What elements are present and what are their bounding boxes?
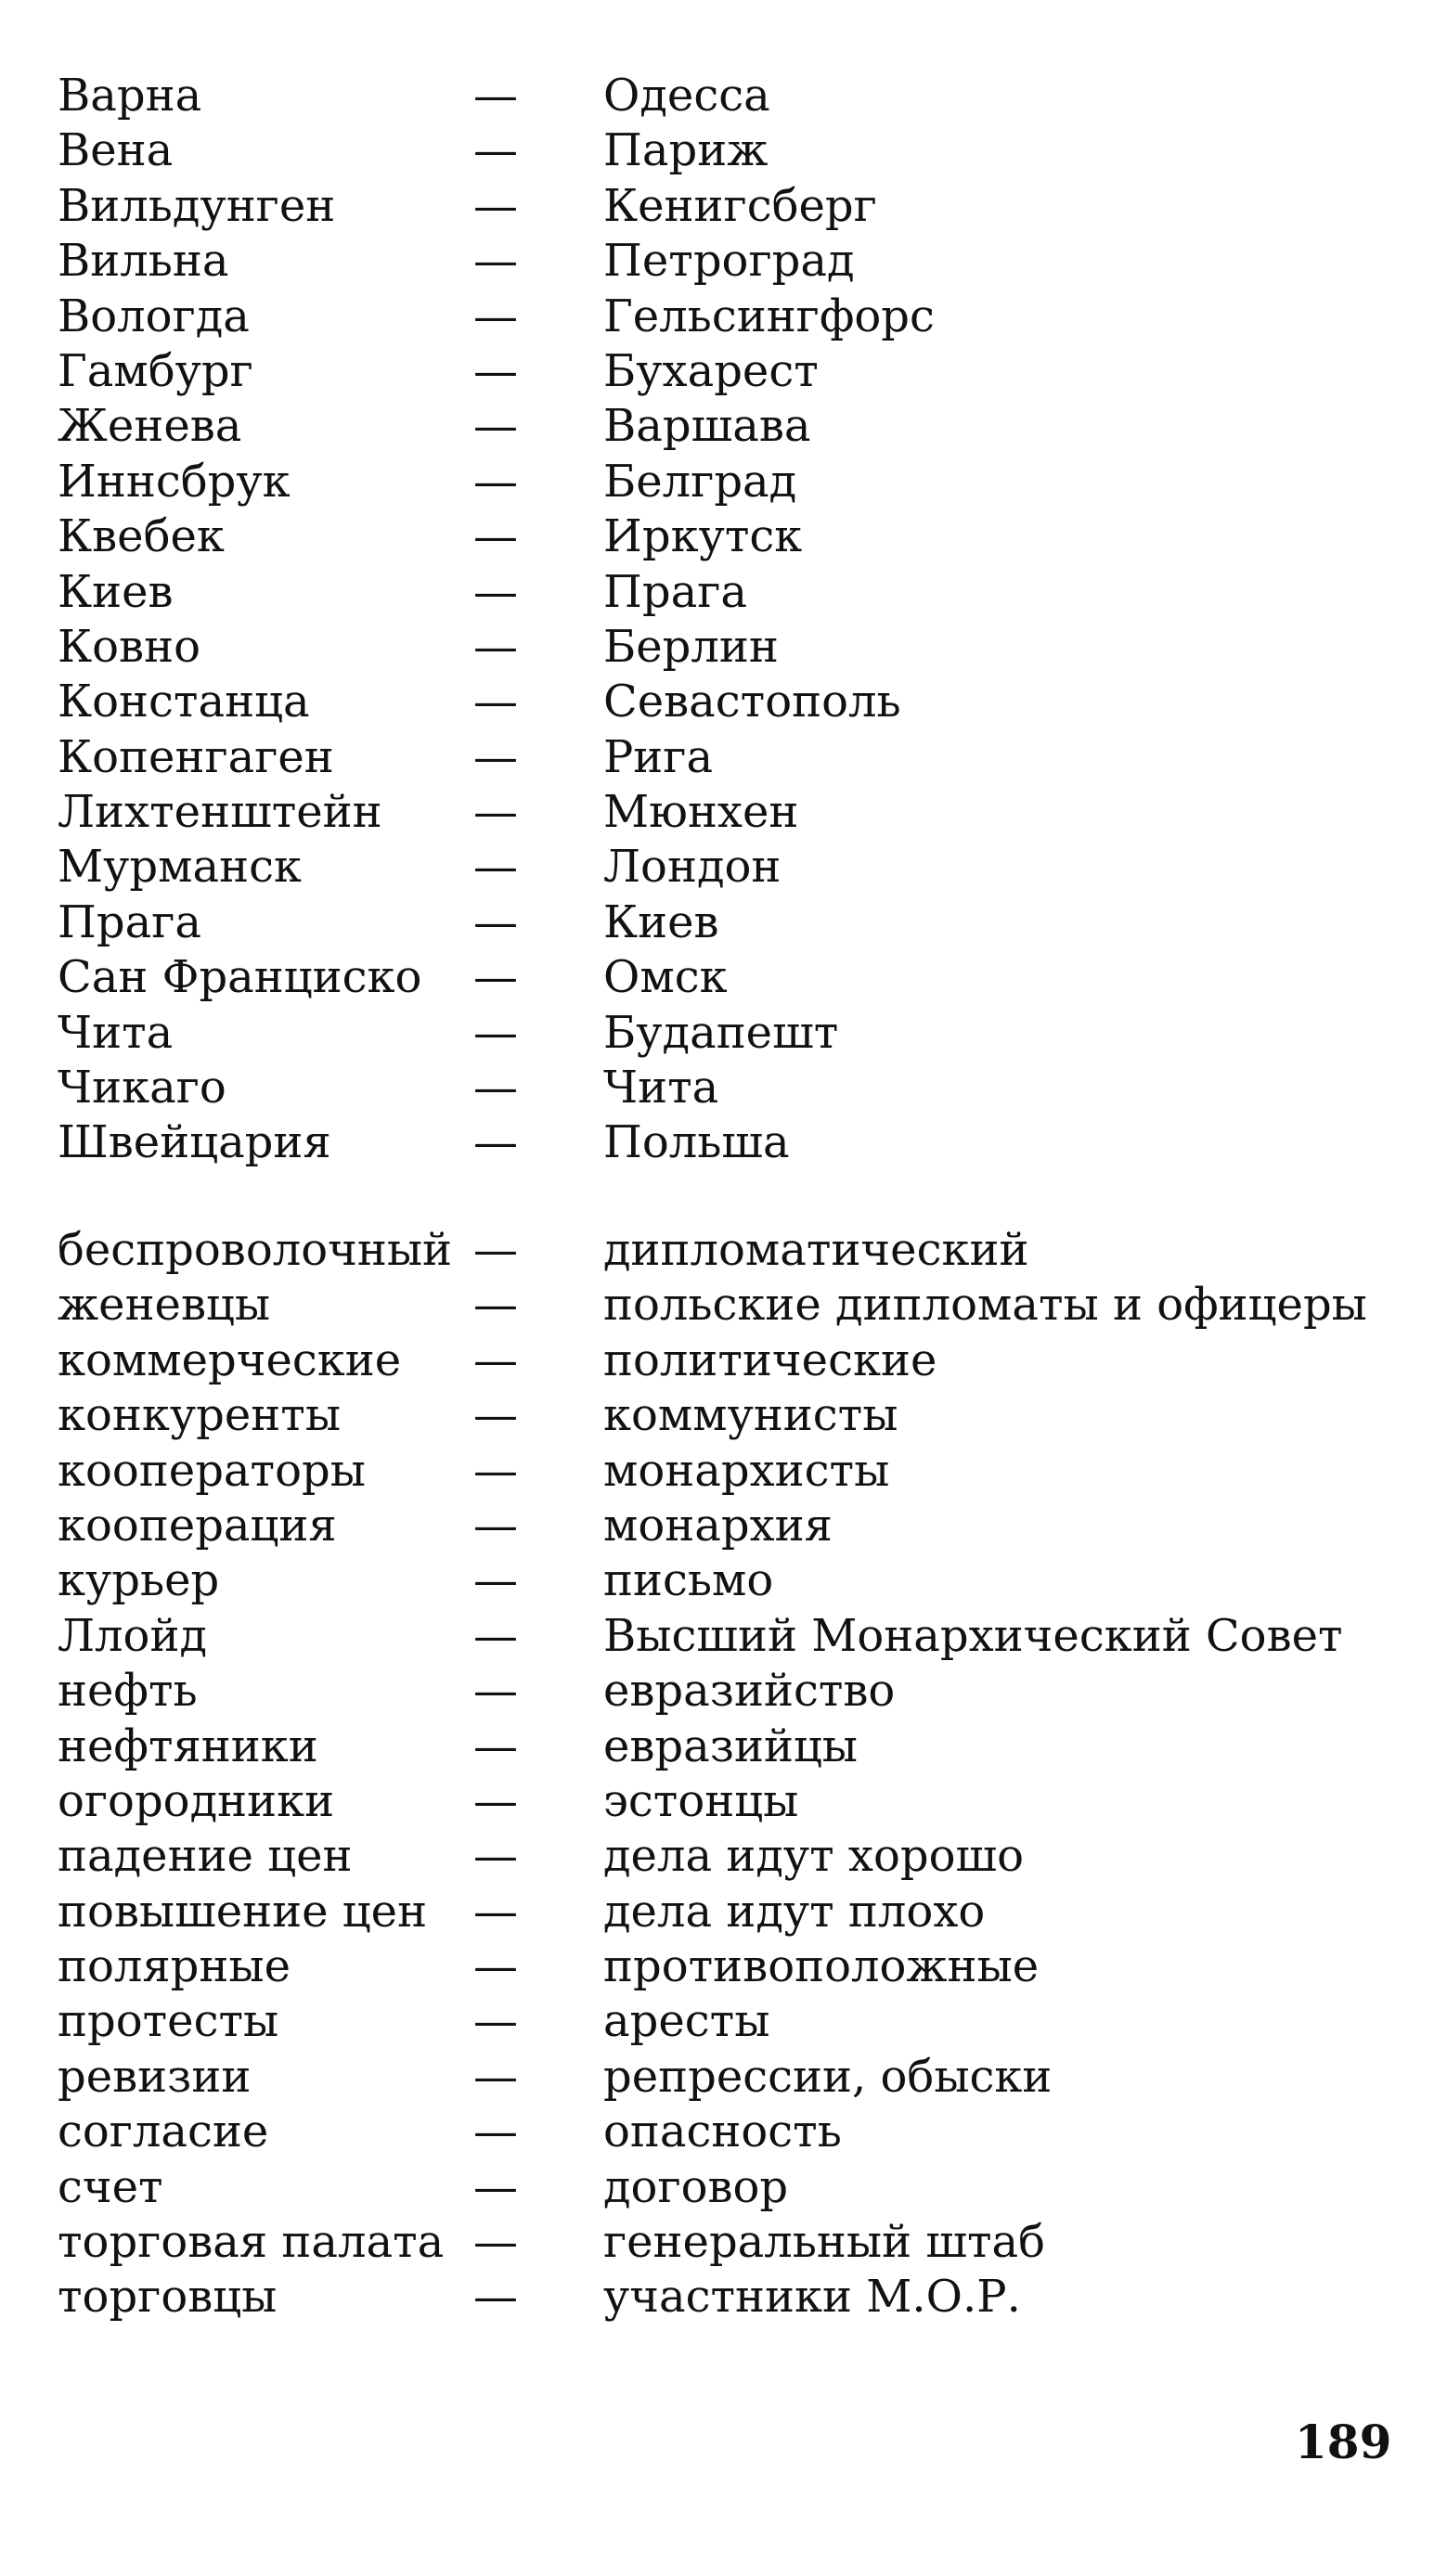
glossary-term: Вена [58, 124, 174, 177]
glossary-dash: — [473, 2050, 518, 2103]
glossary-row [58, 2160, 1394, 2215]
glossary-dash: — [473, 1499, 518, 1552]
glossary-row [58, 1006, 1394, 1061]
glossary-dash: — [473, 1774, 518, 1827]
glossary-term: счет [58, 2160, 163, 2213]
glossary-dash: — [473, 951, 518, 1004]
glossary-meaning: Берлин [603, 620, 779, 673]
glossary-dash: — [473, 1062, 518, 1114]
glossary-row [58, 1829, 1394, 1884]
glossary-dash: — [473, 565, 518, 618]
glossary-meaning: эстонцы [603, 1774, 799, 1827]
glossary-term: Гамбург [58, 344, 253, 397]
glossary-meaning: польские дипломаты и офицеры [603, 1279, 1367, 1332]
glossary-row [58, 123, 1394, 178]
glossary-row [58, 2105, 1394, 2159]
glossary-term: Вильдунген [58, 179, 336, 232]
glossary-term: конкуренты [58, 1389, 342, 1442]
glossary-dash: — [473, 2160, 518, 2213]
glossary-meaning: письмо [603, 1554, 774, 1607]
glossary-meaning: участники М.О.Р. [603, 2271, 1021, 2324]
glossary-meaning: евразийцы [603, 1719, 859, 1772]
glossary-term: Лихтенштейн [58, 786, 382, 839]
glossary-meaning: Севастополь [603, 676, 901, 728]
glossary-dash: — [473, 2106, 518, 2158]
glossary-meaning: договор [603, 2160, 789, 2213]
glossary-dash: — [473, 2271, 518, 2324]
glossary-row [58, 290, 1394, 344]
glossary-dash: — [473, 1719, 518, 1772]
glossary-meaning: Варшава [603, 400, 811, 453]
glossary-meaning: Белград [603, 455, 797, 508]
glossary-term: огородники [58, 1774, 335, 1827]
glossary-dash: — [473, 1885, 518, 1938]
glossary-meaning: аресты [603, 1995, 770, 2048]
glossary-row [58, 179, 1394, 234]
glossary-row [58, 1885, 1394, 1939]
glossary-meaning: политические [603, 1333, 937, 1386]
glossary-dash: — [473, 786, 518, 839]
glossary-meaning: Киев [603, 895, 719, 948]
glossary-row [58, 1553, 1394, 1608]
glossary-row [58, 565, 1394, 620]
glossary-term: кооперация [58, 1499, 337, 1552]
glossary-term: Вологда [58, 290, 250, 342]
glossary-term: нефтяники [58, 1719, 318, 1772]
glossary-meaning: Польша [603, 1116, 790, 1169]
glossary-row [58, 1444, 1394, 1499]
glossary-places [58, 69, 1394, 1171]
glossary-meaning: монархия [603, 1499, 833, 1552]
glossary-term: Иннсбрук [58, 455, 291, 508]
glossary-row [58, 1499, 1394, 1553]
glossary-term: кооператоры [58, 1444, 366, 1497]
glossary-dash: — [473, 510, 518, 563]
glossary-term: Копенгаген [58, 730, 334, 783]
glossary-dash: — [473, 895, 518, 948]
glossary-dash: — [473, 1333, 518, 1386]
glossary-meaning: противоположные [603, 1940, 1040, 1993]
glossary-dash: — [473, 400, 518, 453]
glossary-term: торговцы [58, 2271, 278, 2324]
glossary-row [58, 1609, 1394, 1664]
glossary-term: Сан Франциско [58, 951, 422, 1004]
glossary-term: Киев [58, 565, 174, 618]
glossary-term: Женева [58, 400, 242, 453]
glossary-meaning: Высший Монархический Совет [603, 1609, 1343, 1662]
glossary-term: Чита [58, 1006, 174, 1059]
glossary-term: Вильна [58, 235, 229, 288]
glossary-meaning: евразийство [603, 1665, 896, 1718]
glossary-dash: — [473, 2216, 518, 2269]
glossary-term: согласие [58, 2106, 269, 2158]
glossary-meaning: репрессии, обыски [603, 2050, 1053, 2103]
glossary-row [58, 840, 1394, 895]
glossary-term: Прага [58, 895, 201, 948]
glossary-term: женевцы [58, 1279, 271, 1332]
glossary-term: Ковно [58, 620, 200, 673]
glossary-dash: — [473, 1609, 518, 1662]
glossary-term: полярные [58, 1940, 291, 1993]
glossary-row [58, 675, 1394, 729]
glossary-dash: — [473, 730, 518, 783]
glossary-term: Варна [58, 70, 202, 122]
glossary-row [58, 1664, 1394, 1719]
glossary-dash: — [473, 1665, 518, 1718]
glossary-term: Мурманск [58, 841, 302, 894]
glossary-meaning: Бухарест [603, 344, 819, 397]
glossary-dash: — [473, 1940, 518, 1993]
glossary-row [58, 2215, 1394, 2270]
glossary-term: повышение цен [58, 1885, 428, 1938]
glossary-meaning: коммунисты [603, 1389, 898, 1442]
glossary-term: коммерческие [58, 1333, 402, 1386]
glossary-row [58, 455, 1394, 509]
glossary-term: протесты [58, 1995, 279, 2048]
glossary-row [58, 2050, 1394, 2105]
glossary-dash: — [473, 841, 518, 894]
glossary-row [58, 1774, 1394, 1829]
glossary-meaning: Кенигсберг [603, 179, 877, 232]
glossary-row [58, 895, 1394, 950]
glossary-row [58, 620, 1394, 675]
glossary-row [58, 234, 1394, 289]
glossary-row [58, 1719, 1394, 1774]
glossary-dash: — [473, 1279, 518, 1332]
glossary-dash: — [473, 235, 518, 288]
glossary-dash: — [473, 1389, 518, 1442]
glossary-term: беспроволочный [58, 1224, 453, 1276]
glossary-meaning: Рига [603, 730, 714, 783]
glossary-meaning: Лондон [603, 841, 782, 894]
page-number: 189 [1295, 2415, 1392, 2469]
glossary-row [58, 1115, 1394, 1170]
glossary-meaning: монархисты [603, 1444, 890, 1497]
glossary-dash: — [473, 1224, 518, 1276]
glossary-row [58, 1994, 1394, 2049]
glossary-row [58, 950, 1394, 1005]
glossary-dash: — [473, 1444, 518, 1497]
glossary-meaning: опасность [603, 2106, 842, 2158]
glossary-meaning: Париж [603, 124, 769, 177]
glossary-row [58, 1223, 1394, 1278]
glossary-dash: — [473, 124, 518, 177]
glossary-term: ревизии [58, 2050, 252, 2103]
glossary-meaning: генеральный штаб [603, 2216, 1046, 2269]
glossary-row [58, 1278, 1394, 1333]
glossary-term: нефть [58, 1665, 198, 1718]
glossary-row [58, 1061, 1394, 1115]
glossary-meaning: Чита [603, 1062, 719, 1114]
glossary-term: курьер [58, 1554, 220, 1607]
glossary-row [58, 785, 1394, 840]
glossary-term: Чикаго [58, 1062, 226, 1114]
glossary-meaning: Омск [603, 951, 728, 1004]
glossary-row [58, 509, 1394, 564]
glossary-row [58, 344, 1394, 399]
glossary-term: торговая палата [58, 2216, 445, 2269]
glossary-row [58, 730, 1394, 785]
glossary-dash: — [473, 179, 518, 232]
glossary-meaning: Гельсингфорс [603, 290, 935, 342]
glossary-dash: — [473, 70, 518, 122]
glossary-dash: — [473, 1830, 518, 1883]
glossary-term: Квебек [58, 510, 225, 563]
glossary-dash: — [473, 455, 518, 508]
glossary-meaning: Прага [603, 565, 747, 618]
glossary-meaning: Иркутск [603, 510, 803, 563]
glossary-row [58, 1388, 1394, 1443]
glossary-dash: — [473, 344, 518, 397]
glossary-dash: — [473, 620, 518, 673]
glossary-dash: — [473, 676, 518, 728]
glossary-meaning: Будапешт [603, 1006, 839, 1059]
glossary-dash: — [473, 1995, 518, 2048]
glossary-row [58, 1939, 1394, 1994]
glossary-term: Констанца [58, 676, 310, 728]
glossary-row [58, 399, 1394, 454]
glossary-term: падение цен [58, 1830, 353, 1883]
glossary-meaning: дела идут плохо [603, 1885, 986, 1938]
glossary-dash: — [473, 290, 518, 342]
glossary-meaning: Мюнхен [603, 786, 799, 839]
glossary-term: Швейцария [58, 1116, 331, 1169]
glossary-term: Ллойд [58, 1609, 207, 1662]
glossary-row [58, 1333, 1394, 1388]
glossary-dash: — [473, 1116, 518, 1169]
glossary-meaning: Одесса [603, 70, 770, 122]
glossary-meaning: дипломатический [603, 1224, 1029, 1276]
glossary-terms [58, 1223, 1394, 2325]
glossary-dash: — [473, 1006, 518, 1059]
glossary-row [58, 69, 1394, 123]
glossary-dash: — [473, 1554, 518, 1607]
glossary-meaning: Петроград [603, 235, 855, 288]
glossary-row [58, 2270, 1394, 2325]
glossary-meaning: дела идут хорошо [603, 1830, 1025, 1883]
